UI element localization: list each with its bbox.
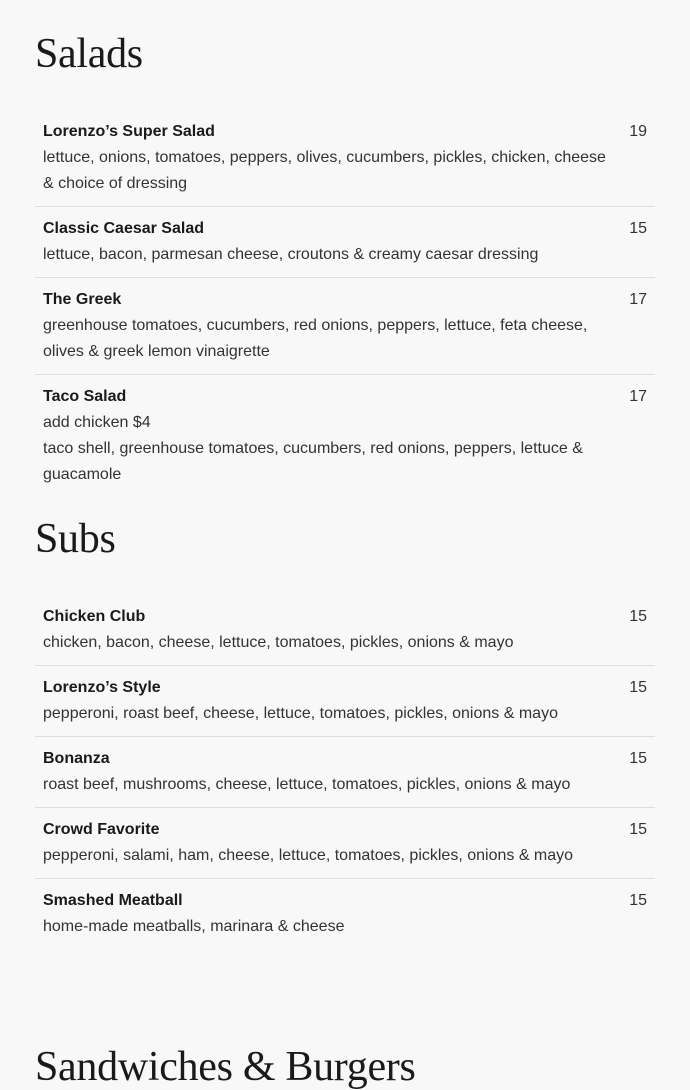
item-description: pepperoni, salami, ham, cheese, lettuce, tomatoes, pickles, onions & mayo: [43, 847, 574, 864]
item-name: Lorenzo’s Super Salad: [43, 123, 215, 140]
item-description: greenhouse tomatoes, cucumbers, red onions, peppers, lettuce, feta cheese, olives & greek lemon vinaigrette: [43, 317, 588, 360]
menu-item: [35, 879, 655, 949]
item-description: lettuce, bacon, parmesan cheese, croutons & creamy caesar dressing: [43, 246, 539, 263]
item-price: 15: [629, 679, 647, 696]
section-title: Subs: [35, 516, 116, 562]
item-addon: add chicken $4: [43, 414, 151, 431]
item-price: 15: [629, 608, 647, 625]
item-description: roast beef, mushrooms, cheese, lettuce, tomatoes, pickles, onions & mayo: [43, 776, 571, 793]
section-title: Sandwiches & Burgers: [35, 1044, 416, 1090]
menu-item: [35, 207, 655, 278]
item-description: chicken, bacon, cheese, lettuce, tomatoes, pickles, onions & mayo: [43, 634, 514, 651]
item-price: 15: [629, 821, 647, 838]
item-description: pepperoni, roast beef, cheese, lettuce, tomatoes, pickles, onions & mayo: [43, 705, 558, 722]
menu-list: [35, 110, 655, 497]
item-price: 15: [629, 750, 647, 767]
item-price: 17: [629, 388, 647, 405]
section-title: Salads: [35, 31, 143, 77]
item-description: home-made meatballs, marinara & cheese: [43, 918, 345, 935]
item-name: Taco Salad: [43, 388, 127, 405]
item-name: The Greek: [43, 291, 122, 308]
menu-item: [35, 666, 655, 737]
item-name: Smashed Meatball: [43, 892, 183, 909]
item-name: Chicken Club: [43, 608, 146, 625]
menu-item: [35, 375, 655, 497]
item-description: taco shell, greenhouse tomatoes, cucumbers, red onions, peppers, lettuce & guacamole: [43, 440, 583, 483]
item-price: 15: [629, 220, 647, 237]
menu-item: [35, 808, 655, 879]
item-price: 19: [629, 123, 647, 140]
menu-list: [35, 595, 655, 949]
menu-item: [35, 278, 655, 375]
menu-item: [35, 737, 655, 808]
item-price: 17: [629, 291, 647, 308]
item-price: 15: [629, 892, 647, 909]
item-name: Crowd Favorite: [43, 821, 160, 838]
item-description: lettuce, onions, tomatoes, peppers, olives, cucumbers, pickles, chicken, cheese & choice of dressing: [43, 149, 606, 192]
item-name: Lorenzo’s Style: [43, 679, 161, 696]
item-name: Classic Caesar Salad: [43, 220, 204, 237]
menu-item: [35, 110, 655, 207]
menu-item: [35, 595, 655, 666]
item-name: Bonanza: [43, 750, 110, 767]
